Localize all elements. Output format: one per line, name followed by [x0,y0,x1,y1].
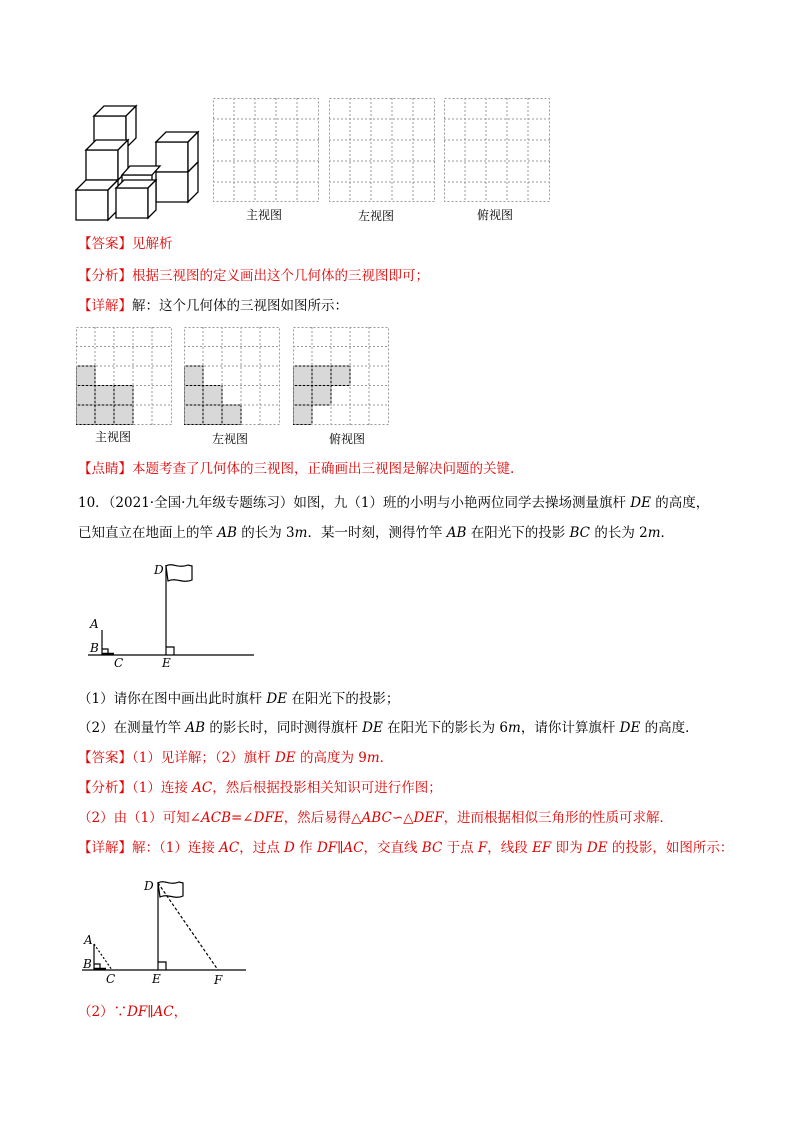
svg-text:B: B [83,957,92,971]
svg-text:C: C [106,972,116,986]
svg-text:F: F [214,973,223,987]
left-view-solution-grid [184,327,280,425]
answer-tag: 【答案】 [78,236,132,252]
top-view-solution-grid [293,327,389,425]
question-10-line-2: 已知直立在地面上的竿 AB 的长为 3m．某一时刻，测得竹竿 AB 在阳光下的投影 BC 的长为 2m． [78,525,675,541]
analysis-line-2: 【分析】（1）连接 AC，然后根据投影相关知识可进行作图； [78,780,442,796]
point-tag: 【点睛】 [78,461,132,477]
analysis-text: 根据三视图的定义画出这个几何体的三视图即可； [132,268,429,284]
flagpole-figure-2 [80,872,250,992]
cube-solid-figure [72,100,202,225]
top-view-solution-caption: 俯视图 [329,432,366,446]
svg-text:D: D [144,879,154,893]
svg-text:C: C [114,656,124,670]
front-view-caption: 主视图 [246,208,283,222]
solution-part-2-line: （2）∵DF∥AC， [78,1004,188,1020]
analysis-line-1 [78,267,429,285]
question-10-line-1: 10．（2021·全国·九年级专题练习）如图，九（1）班的小明与小艳两位同学去操场测量旗杆 DE 的高度， [78,495,710,511]
question-10-sub-2: （2）在测量竹竿 AB 的影长时，同时测得旗杆 DE 在阳光下的影长为 6m，请你计算旗杆 DE 的高度． [78,720,699,736]
detail-tag: 【详解】 [78,298,132,314]
point-text: 本题考查了几何体的三视图，正确画出三视图是解决问题的关键. [132,461,515,477]
flagpole-figure-1 [84,560,256,670]
svg-text:A: A [84,933,93,947]
svg-text:E: E [152,972,161,986]
detail-line-2: 【详解】解：（1）连接 AC，过点 D 作 DF∥AC，交直线 BC 于点 F，线段 EF 即为 DE 的投影，如图所示： [78,840,734,856]
top-view-empty-grid [444,98,550,202]
answer-line-2: 【答案】（1）见详解；（2）旗杆 DE 的高度为 9m． [78,750,394,766]
analysis-line-3: （2）由（1）可知∠ACB=∠DFE，然后易得△ABC∽△DEF，进而根据相似三角形的性质可求解． [78,810,674,826]
point-line-1 [78,460,514,478]
svg-text:A: A [90,617,99,631]
top-view-caption: 俯视图 [477,208,514,222]
front-view-empty-grid [213,98,319,202]
detail-text: 解：这个几何体的三视图如图所示： [132,298,348,314]
answer-line-1 [78,235,173,253]
analysis-tag: 【分析】 [78,268,132,284]
question-10-sub-1: （1）请你在图中画出此时旗杆 DE 在阳光下的投影； [78,691,400,707]
svg-text:B: B [90,641,99,655]
front-view-solution-grid [76,327,172,425]
svg-text:E: E [162,656,171,670]
front-view-solution-caption: 主视图 [95,430,132,444]
left-view-caption: 左视图 [358,209,395,223]
detail-line-1 [78,297,348,315]
left-view-solution-caption: 左视图 [212,432,249,446]
left-view-empty-grid [329,98,435,202]
answer-text: 见解析 [132,236,173,252]
svg-text:D: D [154,563,164,577]
